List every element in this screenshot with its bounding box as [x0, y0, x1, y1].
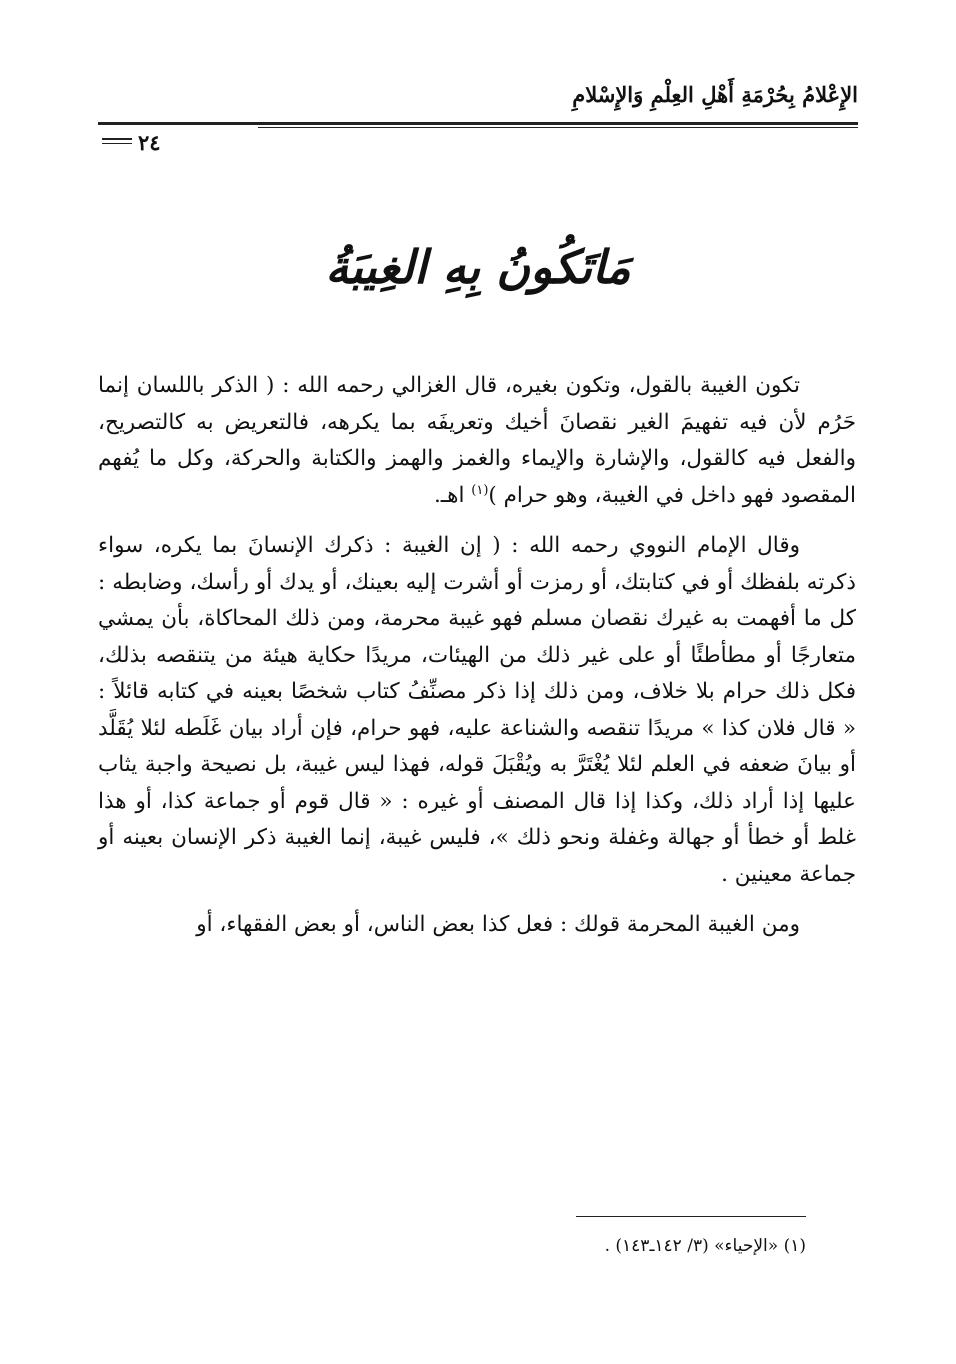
paragraph-1: [98, 368, 856, 514]
paragraph-1-end: اهـ.: [433, 482, 472, 508]
paragraph-2: وقال الإمام النووي رحمه الله : ( إن الغيبة : ذكرك الإنسانَ بما يكره، سواء ذكرته بلفظك أو في كتابتك، أو رمزت أو أشرت إليه بعينك، أو يدك أو رأسك، وضابطه : كل ما أفهمت به غيرك نقصان مسلم فهو غيبة محرمة، ومن ذلك المحاكاة، بأن يمشي متعارجًا أو مطأطئًا أو على غير ذلك من الهيئات، مريدًا حكاية هيئة من يتنقصه بذلك، فكل ذلك حرام بلا خلاف، ومن ذلك إذا ذكر مصنِّفُ كتاب شخصًا بعينه في كتابه قائلاً : « قال فلان كذا » مريدًا تنقصه والشناعة عليه، فهو حرام، فإن أراد بيان غَلَطه لئلا يُقَلَّد أو بيانَ ضعفه في العلم لئلا يُغْتَرَّ به ويُقْبَلَ قوله، فهذا ليس غيبة، بل نصيحة واجبة يثاب عليها إذا أراد ذلك، وكذا إذا قال المصنف أو غيره : « قال قوم أو جماعة كذا، أو هذا غلط أو خطأ أو جهالة وغفلة ونحو ذلك »، فليس غيبة، إنما الغيبة ذكر الإنسان بعينه أو جماعة معينين .: [98, 533, 856, 887]
page-number: ٢٤: [138, 130, 161, 155]
footnote-rule: [576, 1216, 806, 1217]
footnote-reference: (١): [471, 482, 489, 498]
header-rule-thick: [98, 122, 858, 125]
footnote: (١) «الإحياء» (٣/ ١٤٢ـ١٤٣) .: [604, 1236, 806, 1256]
page-number-block: [98, 126, 258, 156]
page-header: [98, 82, 858, 162]
chapter-title: مَاتَكُونُ بِهِ الغِيبَةُ: [325, 240, 631, 294]
running-title: الإِعْلامُ بِحُرْمَةِ أَهْلِ العِلْمِ وَالإِسْلامِ: [572, 82, 858, 107]
body-text: [98, 368, 856, 958]
page-number-dash: [102, 138, 132, 144]
paragraph-1-text: تكون الغيبة بالقول، وتكون بغيره، قال الغزالي رحمه الله : ( الذكر باللسان إنما حَرُم لأن فيه تفهيمَ الغير نقصانَ أخيك وتعريفَه بما يكرهه، فالتعريض به كالتصريح، والفعل فيه كالقول، والإشارة والإيماء والغمز والهمز والكتابة والحركة، وكل ما يُفهم المقصود فهو داخل في الغيبة، وهو حرام ): [98, 373, 856, 508]
paragraph-3: ومن الغيبة المحرمة قولك : فعل كذا بعض الناس، أو بعض الفقهاء، أو: [196, 912, 800, 937]
